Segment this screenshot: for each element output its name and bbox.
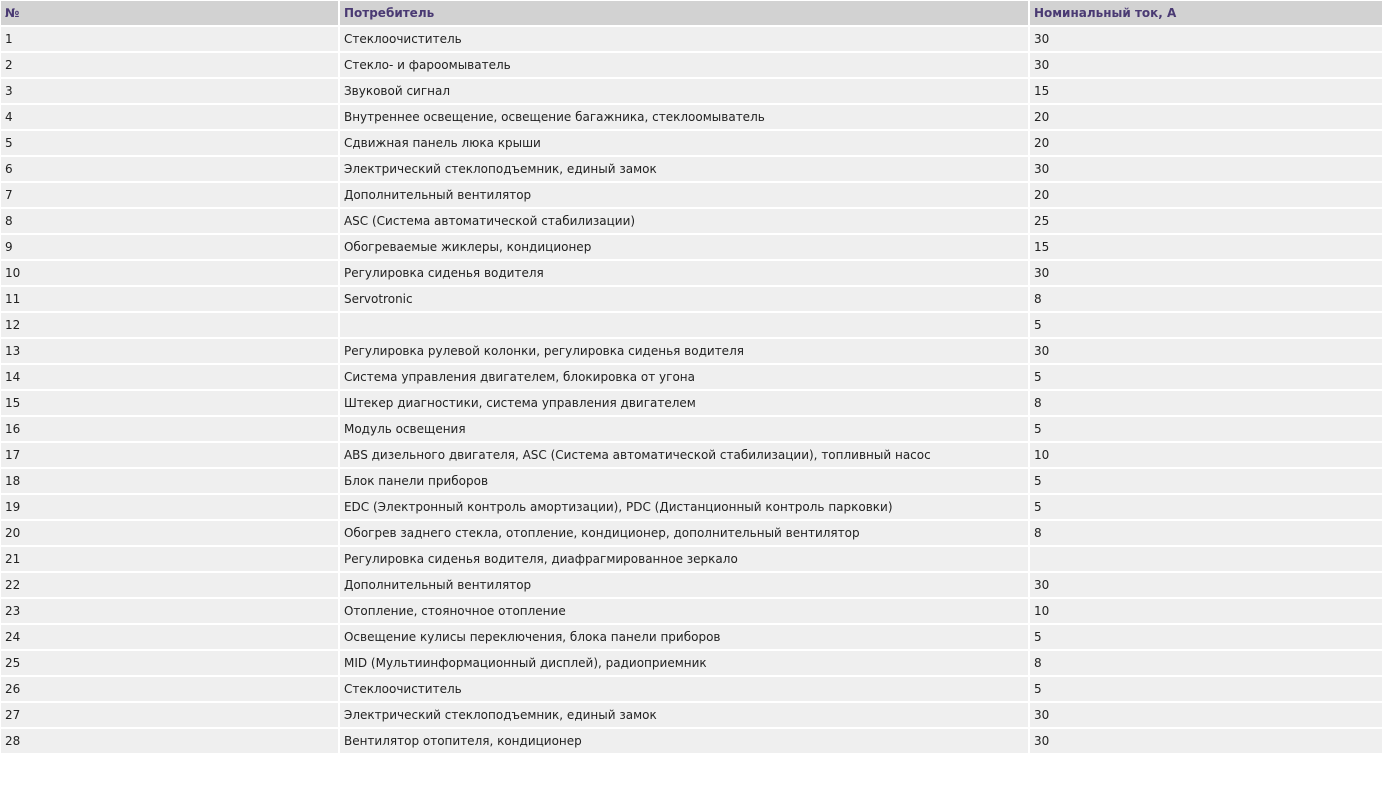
cell-number: 23 [1, 599, 338, 623]
cell-current: 30 [1030, 339, 1382, 363]
cell-number: 3 [1, 79, 338, 103]
cell-consumer [340, 313, 1028, 337]
cell-current: 5 [1030, 677, 1382, 701]
cell-number: 16 [1, 417, 338, 441]
cell-number: 18 [1, 469, 338, 493]
cell-current: 5 [1030, 417, 1382, 441]
cell-number: 20 [1, 521, 338, 545]
cell-current: 15 [1030, 235, 1382, 259]
table-row [1, 417, 1382, 441]
cell-consumer: Дополнительный вентилятор [340, 183, 1028, 207]
table-row [1, 495, 1382, 519]
cell-consumer: Стеклоочиститель [340, 677, 1028, 701]
cell-current: 20 [1030, 105, 1382, 129]
cell-current: 8 [1030, 651, 1382, 675]
cell-current: 30 [1030, 703, 1382, 727]
cell-number: 4 [1, 105, 338, 129]
table-row [1, 79, 1382, 103]
cell-consumer: Сдвижная панель люка крыши [340, 131, 1028, 155]
header-consumer: Потребитель [340, 1, 1028, 25]
table-row [1, 235, 1382, 259]
cell-consumer: Электрический стеклоподъемник, единый замок [340, 157, 1028, 181]
cell-consumer: Регулировка сиденья водителя [340, 261, 1028, 285]
cell-consumer: Система управления двигателем, блокировка от угона [340, 365, 1028, 389]
cell-consumer: Обогрев заднего стекла, отопление, кондиционер, дополнительный вентилятор [340, 521, 1028, 545]
table-row [1, 651, 1382, 675]
cell-number: 15 [1, 391, 338, 415]
cell-consumer: Блок панели приборов [340, 469, 1028, 493]
cell-consumer: Servotronic [340, 287, 1028, 311]
cell-consumer: Штекер диагностики, система управления двигателем [340, 391, 1028, 415]
table-row [1, 339, 1382, 363]
cell-current: 30 [1030, 573, 1382, 597]
cell-current: 30 [1030, 53, 1382, 77]
cell-number: 2 [1, 53, 338, 77]
table-row [1, 625, 1382, 649]
table-row [1, 729, 1382, 753]
cell-consumer: Электрический стеклоподъемник, единый замок [340, 703, 1028, 727]
table-row [1, 287, 1382, 311]
cell-number: 13 [1, 339, 338, 363]
table-row [1, 573, 1382, 597]
cell-number: 7 [1, 183, 338, 207]
cell-current: 30 [1030, 729, 1382, 753]
table-row [1, 105, 1382, 129]
cell-consumer: Регулировка сиденья водителя, диафрагмированное зеркало [340, 547, 1028, 571]
cell-number: 24 [1, 625, 338, 649]
table-row [1, 599, 1382, 623]
cell-current: 30 [1030, 261, 1382, 285]
table-row [1, 313, 1382, 337]
cell-number: 11 [1, 287, 338, 311]
table-row [1, 547, 1382, 571]
cell-number: 8 [1, 209, 338, 233]
cell-consumer: Стеклоочиститель [340, 27, 1028, 51]
cell-current: 30 [1030, 157, 1382, 181]
table-row [1, 469, 1382, 493]
table-row [1, 677, 1382, 701]
cell-current: 10 [1030, 443, 1382, 467]
cell-consumer: Отопление, стояночное отопление [340, 599, 1028, 623]
cell-number: 21 [1, 547, 338, 571]
table-row [1, 131, 1382, 155]
table-row [1, 209, 1382, 233]
header-number: № [1, 1, 338, 25]
cell-current: 5 [1030, 495, 1382, 519]
cell-number: 14 [1, 365, 338, 389]
table-row [1, 27, 1382, 51]
cell-number: 12 [1, 313, 338, 337]
cell-consumer: MID (Мультиинформационный дисплей), радиоприемник [340, 651, 1028, 675]
cell-consumer: EDC (Электронный контроль амортизации), PDC (Дистанционный контроль парковки) [340, 495, 1028, 519]
cell-consumer: Вентилятор отопителя, кондиционер [340, 729, 1028, 753]
cell-number: 25 [1, 651, 338, 675]
table-row [1, 365, 1382, 389]
cell-consumer: Звуковой сигнал [340, 79, 1028, 103]
cell-current: 25 [1030, 209, 1382, 233]
cell-number: 1 [1, 27, 338, 51]
cell-consumer: Модуль освещения [340, 417, 1028, 441]
cell-number: 5 [1, 131, 338, 155]
cell-consumer: Внутреннее освещение, освещение багажника, стеклоомыватель [340, 105, 1028, 129]
cell-number: 26 [1, 677, 338, 701]
cell-number: 6 [1, 157, 338, 181]
cell-current: 10 [1030, 599, 1382, 623]
cell-current: 20 [1030, 131, 1382, 155]
cell-consumer: Обогреваемые жиклеры, кондиционер [340, 235, 1028, 259]
cell-current: 20 [1030, 183, 1382, 207]
cell-number: 22 [1, 573, 338, 597]
cell-consumer: Стекло- и фароомыватель [340, 53, 1028, 77]
cell-consumer: Дополнительный вентилятор [340, 573, 1028, 597]
cell-consumer: Регулировка рулевой колонки, регулировка сиденья водителя [340, 339, 1028, 363]
table-row [1, 703, 1382, 727]
cell-consumer: ASC (Система автоматической стабилизации) [340, 209, 1028, 233]
cell-number: 9 [1, 235, 338, 259]
cell-current: 15 [1030, 79, 1382, 103]
cell-consumer: ABS дизельного двигателя, ASC (Система автоматической стабилизации), топливный насос [340, 443, 1028, 467]
cell-current: 8 [1030, 287, 1382, 311]
cell-current: 8 [1030, 521, 1382, 545]
cell-current: 30 [1030, 27, 1382, 51]
cell-number: 27 [1, 703, 338, 727]
cell-number: 19 [1, 495, 338, 519]
cell-current: 5 [1030, 469, 1382, 493]
cell-current: 5 [1030, 313, 1382, 337]
table-row [1, 391, 1382, 415]
cell-consumer: Освещение кулисы переключения, блока панели приборов [340, 625, 1028, 649]
table-row [1, 521, 1382, 545]
cell-current [1030, 547, 1382, 571]
table-body [1, 27, 1382, 753]
cell-number: 28 [1, 729, 338, 753]
header-current: Номинальный ток, А [1030, 1, 1382, 25]
cell-number: 10 [1, 261, 338, 285]
cell-current: 5 [1030, 365, 1382, 389]
table-row [1, 261, 1382, 285]
table-row [1, 443, 1382, 467]
cell-current: 5 [1030, 625, 1382, 649]
table-row [1, 183, 1382, 207]
cell-current: 8 [1030, 391, 1382, 415]
table-row [1, 53, 1382, 77]
table-row [1, 157, 1382, 181]
header-row [1, 1, 1382, 25]
cell-number: 17 [1, 443, 338, 467]
table-header [1, 1, 1382, 25]
